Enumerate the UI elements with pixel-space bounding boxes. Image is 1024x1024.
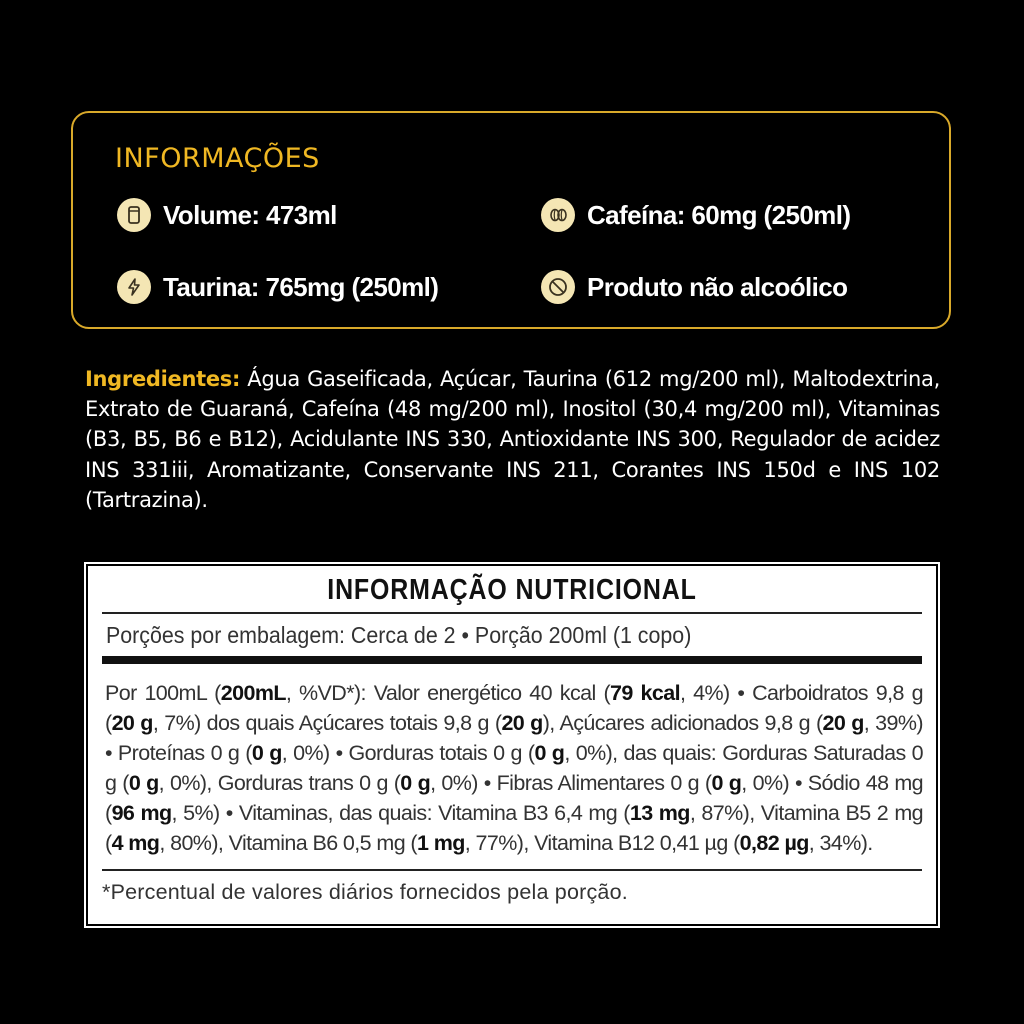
nutrient-value-bold: 20 g xyxy=(111,711,153,735)
info-item-label: Produto não alcoólico xyxy=(587,271,848,302)
nutrient-value-bold: 96 mg xyxy=(111,801,172,825)
nutrient-value-bold: 0 g xyxy=(534,741,565,765)
nutrient-value-bold: 13 mg xyxy=(629,801,690,825)
ingredients-label: Ingredientes: xyxy=(85,367,241,391)
nutrient-value-bold: 4 mg xyxy=(111,831,160,855)
info-item-volume xyxy=(117,198,337,232)
info-item-taurine xyxy=(117,270,438,304)
nutrient-text: , 34%). xyxy=(808,831,873,855)
nutrient-value-bold: 1 mg xyxy=(417,831,465,855)
nutrient-value-bold: 0 g xyxy=(711,771,742,795)
nutrition-facts-table xyxy=(86,564,938,926)
nutrient-text: , 77%), Vitamina B12 0,41 µg ( xyxy=(464,831,740,855)
footnote: *Percentual de valores diários fornecidos pela porção. xyxy=(102,880,628,904)
divider xyxy=(102,612,922,614)
ingredients-text xyxy=(85,364,940,515)
nutrition-values xyxy=(105,678,923,858)
coffee-beans-icon xyxy=(541,198,575,232)
nutrient-text: , %VD*): Valor energético 40 kcal ( xyxy=(285,681,610,705)
nutrient-text: , 0%), Gorduras trans 0 g ( xyxy=(158,771,401,795)
info-item-label: Cafeína: 60mg (250ml) xyxy=(587,199,851,230)
nutrient-text: Por 100mL ( xyxy=(105,681,221,705)
info-title: INFORMAÇÕES xyxy=(115,143,320,174)
nutrient-value-bold: 0,82 µg xyxy=(739,831,809,855)
can-icon xyxy=(117,198,151,232)
ingredients-list: Água Gaseificada, Açúcar, Taurina (612 mg/200 ml), Maltodextrina, Extrato de Guaraná, Cafeína (48 mg/200 ml), Inositol (30,4 mg/200 ml), Vitaminas (B3, B5, B6 e B12), Acidulante INS 330, Antioxidante INS 300, Regulador de acidez INS 331iii, Aromatizante, Conservante INS 211, Corantes INS 150d e INS 102 (Tartrazina). xyxy=(85,367,940,512)
nutrient-text: , 0%) • Fibras Alimentares 0 g ( xyxy=(430,771,712,795)
portion-info: Porções por embalagem: Cerca de 2 • Porção 200ml (1 copo) xyxy=(106,622,692,648)
nutrient-value-bold: 20 g xyxy=(501,711,543,735)
divider xyxy=(102,869,922,871)
nutrient-text: , 4%) • Carboidratos 9,8 g ( xyxy=(105,681,923,735)
nutrient-value-bold: 79 kcal xyxy=(610,681,680,705)
nutrient-value-bold: 0 g xyxy=(128,771,159,795)
nutrient-value-bold: 0 g xyxy=(400,771,431,795)
information-box xyxy=(71,111,951,329)
nutrient-value-bold: 200mL xyxy=(220,681,286,705)
nutrient-value-bold: 20 g xyxy=(822,711,864,735)
nutrient-value-bold: 0 g xyxy=(251,741,282,765)
info-item-label: Taurina: 765mg (250ml) xyxy=(163,271,439,302)
nutrient-text: , 5%) • Vitaminas, das quais: Vitamina B3 6,4 mg ( xyxy=(171,801,630,825)
info-item-non-alcoholic xyxy=(541,270,847,304)
nutrition-title: INFORMAÇÃO NUTRICIONAL xyxy=(327,574,697,606)
nutrient-text: , 87%), Vitamina B5 2 mg ( xyxy=(105,801,924,855)
nutrient-text: , 80%), Vitamina B6 0,5 mg ( xyxy=(159,831,417,855)
no-alcohol-icon xyxy=(541,270,575,304)
lightning-icon xyxy=(117,270,151,304)
info-item-label: Volume: 473ml xyxy=(163,199,337,230)
nutrient-text: , 39%) • Proteínas 0 g ( xyxy=(105,711,923,765)
nutrient-text: , 0%), das quais: Gorduras Saturadas 0 g ( xyxy=(105,741,923,795)
thick-divider xyxy=(102,656,922,664)
nutrient-text: , 7%) dos quais Açúcares totais 9,8 g ( xyxy=(152,711,502,735)
nutrient-text: , 0%) • Sódio 48 mg ( xyxy=(105,771,924,825)
nutrient-text: ), Açúcares adicionados 9,8 g ( xyxy=(542,711,823,735)
info-item-caffeine xyxy=(541,198,850,232)
nutrient-text: , 0%) • Gorduras totais 0 g ( xyxy=(281,741,535,765)
